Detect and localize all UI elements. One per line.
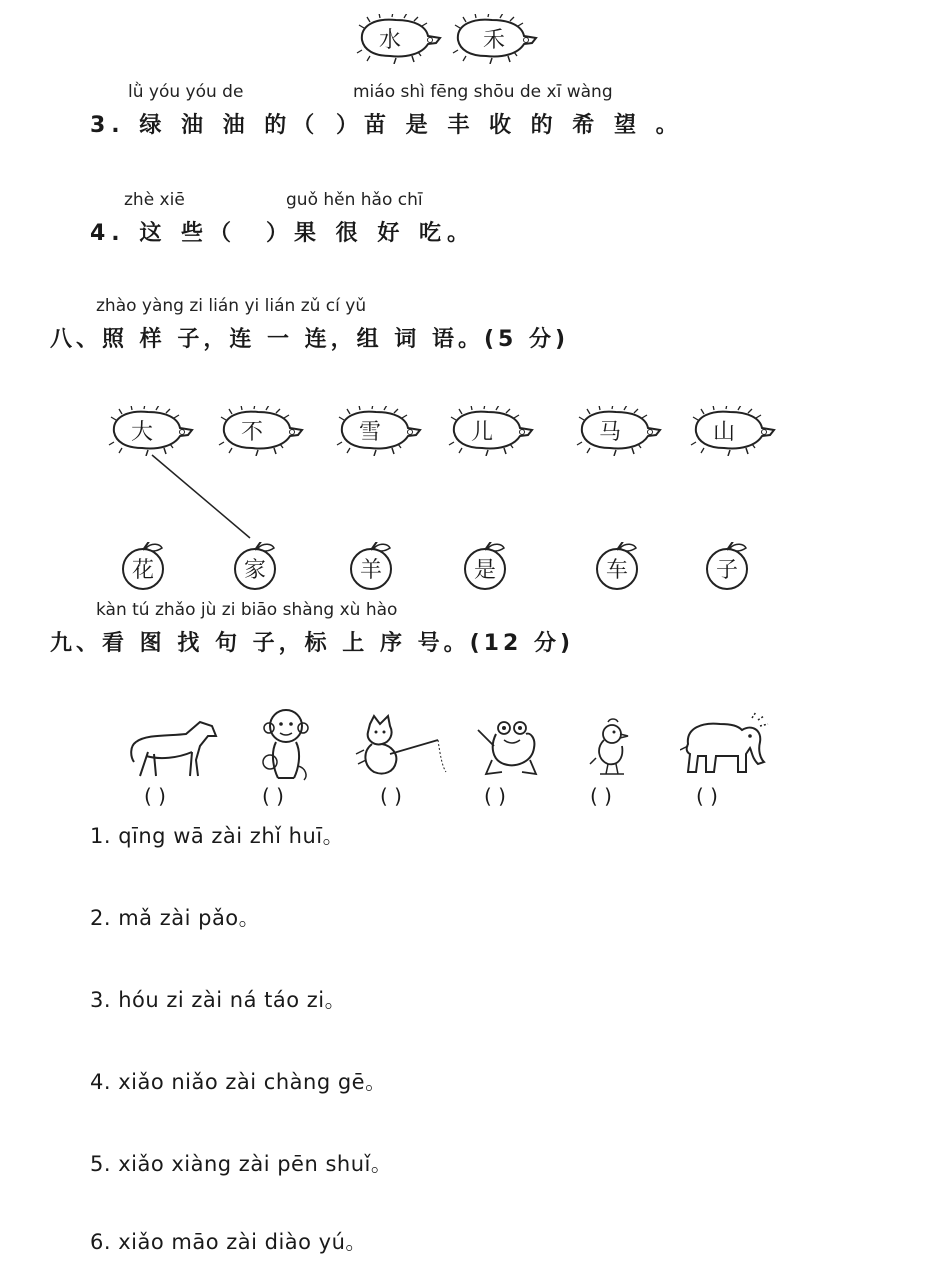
fruit-0 xyxy=(120,542,170,592)
hedgehog-char: 水 xyxy=(378,28,401,53)
bird-icon xyxy=(588,718,638,782)
fruit-char: 家 xyxy=(243,558,266,583)
fruit-1 xyxy=(232,542,282,592)
sentence-4: 4. xiǎo niǎo zài chàng gē。 xyxy=(90,1070,387,1094)
q3-text-a: 3. 绿 油 油 的（ xyxy=(90,113,321,138)
answer-paren-3[interactable]: ( ) xyxy=(484,784,506,808)
section9-pinyin: kàn tú zhǎo jù zi biāo shàng xù hào xyxy=(96,600,398,620)
answer-paren-4[interactable]: ( ) xyxy=(590,784,612,808)
q3-pinyin-b: miáo shì fēng shōu de xī wàng xyxy=(353,82,613,102)
fruit-3 xyxy=(462,542,512,592)
q4-pinyin-b: guǒ hěn hǎo chī xyxy=(286,190,423,210)
q3-text-b: ）苗 是 丰 收 的 希 望 。 xyxy=(336,113,684,138)
elephant-icon xyxy=(680,710,770,782)
hedgehog-char: 不 xyxy=(240,420,263,445)
example-connect-line xyxy=(0,0,950,600)
monkey-icon xyxy=(258,706,314,786)
fruit-char: 车 xyxy=(605,558,628,583)
answer-paren-0[interactable]: ( ) xyxy=(144,784,166,808)
fruit-5 xyxy=(704,542,754,592)
fruit-2 xyxy=(348,542,398,592)
hedgehog-char: 儿 xyxy=(470,420,493,445)
q4-text-b: ）果 很 好 吃。 xyxy=(266,221,475,246)
hedgehog-char: 雪 xyxy=(358,420,381,445)
hedgehog-char: 大 xyxy=(130,420,153,445)
fruit-char: 子 xyxy=(715,558,738,583)
sentence-6: 6. xiǎo māo zài diào yú。 xyxy=(90,1230,367,1254)
q3-pinyin-a: lǜ yóu yóu de xyxy=(128,82,244,102)
cat-icon xyxy=(352,714,452,784)
fruit-char: 是 xyxy=(473,558,496,583)
hedgehog-char: 马 xyxy=(598,420,621,445)
answer-paren-1[interactable]: ( ) xyxy=(262,784,284,808)
hedgehog-char: 禾 xyxy=(482,28,505,53)
frog-icon xyxy=(474,716,544,782)
section9-title: 九、看 图 找 句 子，标 上 序 号。(12 分) xyxy=(50,631,574,656)
hedgehog-char: 山 xyxy=(712,420,735,445)
sentence-5: 5. xiǎo xiàng zài pēn shuǐ。 xyxy=(90,1152,393,1176)
q4-pinyin-a: zhè xiē xyxy=(124,190,185,210)
answer-paren-5[interactable]: ( ) xyxy=(696,784,718,808)
sentence-1: 1. qīng wā zài zhǐ huī。 xyxy=(90,824,345,848)
horse-icon xyxy=(126,712,218,784)
answer-paren-2[interactable]: ( ) xyxy=(380,784,402,808)
sentence-3: 3. hóu zi zài ná táo zi。 xyxy=(90,988,347,1012)
fruit-4 xyxy=(594,542,644,592)
sentence-2: 2. mǎ zài pǎo。 xyxy=(90,906,261,930)
section8-pinyin: zhào yàng zi lián yi lián zǔ cí yǔ xyxy=(96,296,367,316)
fruit-char: 羊 xyxy=(359,558,382,583)
q4-text-a: 4. 这 些（ xyxy=(90,221,237,246)
fruit-char: 花 xyxy=(131,558,154,583)
section8-title: 八、照 样 子，连 一 连，组 词 语。(5 分) xyxy=(50,327,570,352)
